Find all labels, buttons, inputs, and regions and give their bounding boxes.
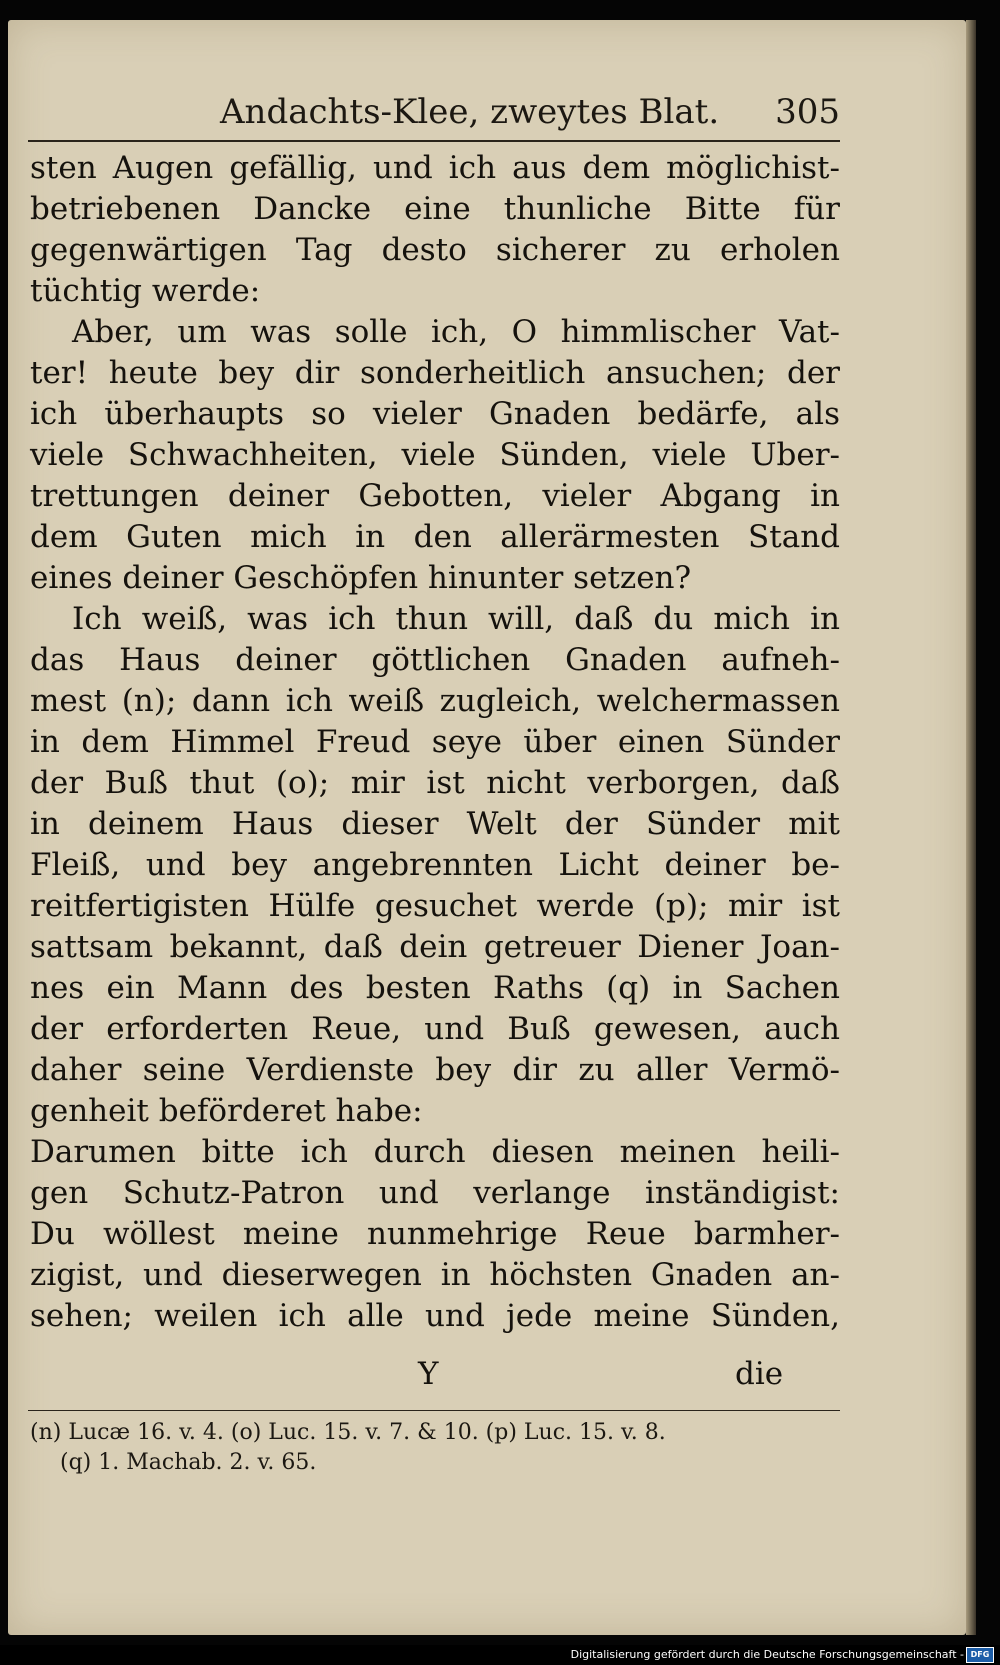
body-text [30,148,840,1337]
footnotes [30,1418,840,1478]
text-line: der erforderten Reue, und Buß gewesen, auch [30,1011,840,1047]
text-line: viele Schwachheiten, viele Sünden, viele Uber- [30,437,840,473]
text-line: sten Augen gefällig, und ich aus dem möglichist- [30,150,840,186]
text-line: Du wöllest meine nunmehrige Reue barmher- [30,1216,840,1252]
footnote-rule [28,1410,840,1411]
running-head-title: Andachts-Klee, zweytes Blat. [220,92,720,132]
text-line: das Haus deiner göttlichen Gnaden aufneh- [30,642,840,678]
text-line: in deinem Haus dieser Welt der Sünder mit [30,806,840,842]
text-line: tüchtig werde: [30,273,261,309]
text-line: gegenwärtigen Tag desto sicherer zu erholen [30,232,840,268]
dfg-logo-icon: DFG [966,1647,994,1663]
text-line: daher seine Verdienste bey dir zu aller Vermö- [30,1052,840,1088]
text-line: trettungen deiner Gebotten, vieler Abgang in [30,478,840,514]
text-line: ich überhaupts so vieler Gnaden bedärfe, als [30,396,840,432]
text-line: reitfertigisten Hülfe gesuchet werde (p); mir ist [30,888,840,924]
text-line: Aber, um was solle ich, O himmlischer Vat- [72,314,840,350]
text-line: betriebenen Dancke eine thunliche Bitte für [30,191,840,227]
text-line: zigist, und dieserwegen in höchsten Gnaden an- [30,1257,840,1293]
catchword: die [735,1356,784,1392]
text-line: Ich weiß, was ich thun will, daß du mich in [72,601,840,637]
text-line: in dem Himmel Freud seye über einen Sünder [30,724,840,760]
text-line: nes ein Mann des besten Raths (q) in Sachen [30,970,840,1006]
text-line: genheit beförderet habe: [30,1093,423,1129]
digitization-credit: Digitalisierung gefördert durch die Deutsche Forschungsgemeinschaft - [570,1648,964,1661]
text-line: Darumen bitte ich durch diesen meinen heili- [30,1134,840,1170]
page-number: 305 [775,92,840,132]
text-line: eines deiner Geschöpfen hinunter setzen? [30,560,692,596]
signature-mark: Y [418,1356,439,1392]
text-line: der Buß thut (o); mir ist nicht verborgen, daß [30,765,840,801]
text-line: sattsam bekannt, daß dein getreuer Diener Joan- [30,929,840,965]
text-line: Fleiß, und bey angebrennten Licht deiner be- [30,847,840,883]
text-line: sehen; weilen ich alle und jede meine Sünden, [30,1298,840,1334]
text-line: gen Schutz-Patron und verlange inständigist: [30,1175,840,1211]
page-edge [966,20,976,1635]
text-line: mest (n); dann ich weiß zugleich, welchermassen [30,683,840,719]
footnote-line: (n) Lucæ 16. v. 4. (o) Luc. 15. v. 7. & 10. (p) Luc. 15. v. 8. [30,1420,666,1445]
text-line: ter! heute bey dir sonderheitlich ansuchen; der [30,355,840,391]
footnote-line: (q) 1. Machab. 2. v. 65. [60,1450,317,1475]
text-line: dem Guten mich in den allerärmesten Stand [30,519,840,555]
header-rule [28,140,840,142]
